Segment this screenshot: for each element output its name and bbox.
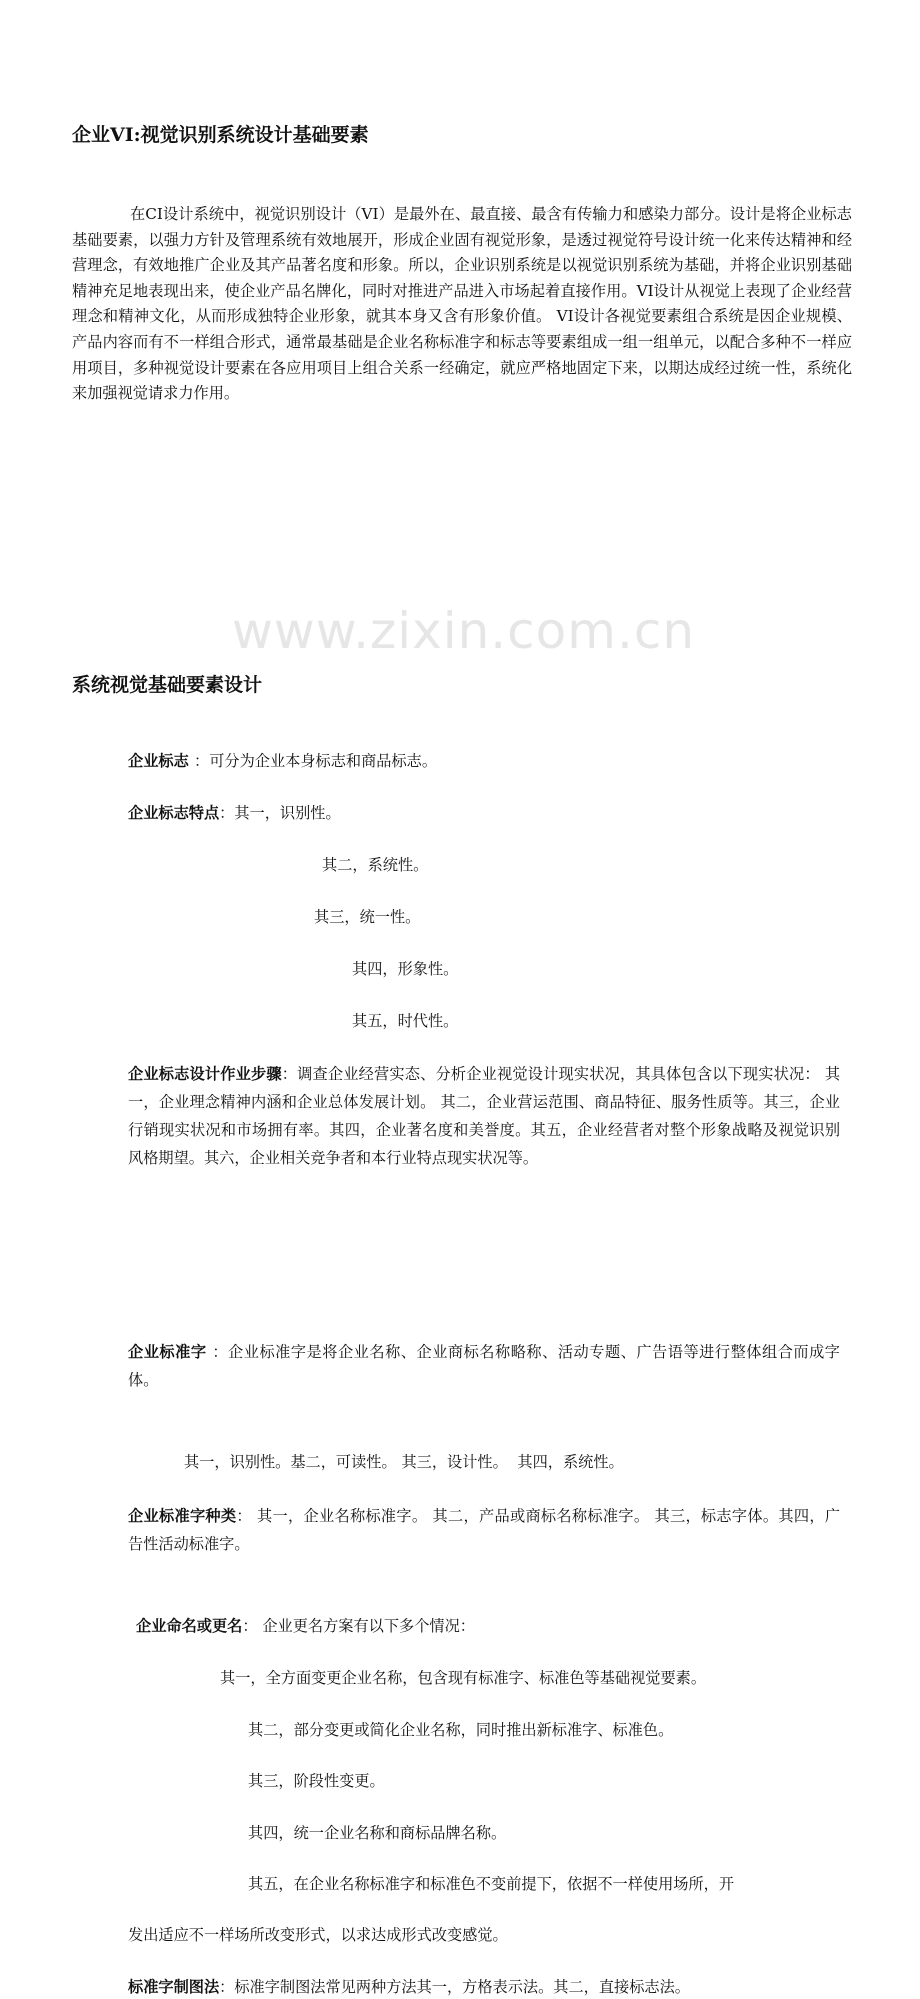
naming-item: 其四，统一企业名称和商标品牌名称。 <box>248 1823 507 1842</box>
naming-item: 发出适应不一样场所改变形式，以求达成形式改变感觉。 <box>128 1925 508 1944</box>
logo-steps-text: ：调查企业经营实态、分析企业视觉设计现实状况，其具体包含以下现实状况： 其一，企业理念精神内涵和企业总体发展计划。 其二，企业营运范围、商品特征、服务性质等。其三，企业行销现实状况和市场拥有率。其四，企业著名度和美誉度。其五，企业经营者对整个形象战略及视觉识别风格期望。其六，企业相关竞争者和本行业特点现实状况等。 <box>128 1064 841 1167</box>
page-title: 企业VI:视觉识别系统设计基础要素 <box>72 124 369 146</box>
section-title: 系统视觉基础要素设计 <box>72 673 263 696</box>
logo-feature-item: 其五，时代性。 <box>352 1011 459 1030</box>
std-font-types-text: ： 其一，企业名称标准字。 其二，产品或商标名称标准字。 其三，标志字体。其四，广告性活动标准字。 <box>128 1506 841 1553</box>
watermark: www.zixin.com.cn <box>232 602 696 660</box>
drawing-label: 标准字制图法 <box>128 1977 220 1996</box>
naming-item: 其五，在企业名称标准字和标准色不变前提下，依据不一样使用场所，开 <box>248 1874 734 1893</box>
naming-line <box>136 1614 920 1638</box>
naming-item: 其二，部分变更或简化企业名称，同时推出新标准字、标准色。 <box>248 1720 674 1739</box>
naming-item: 其三，阶段性变更。 <box>248 1771 385 1790</box>
naming-label: 企业命名或更名 <box>136 1616 243 1635</box>
logo-feature-item: 其三，统一性。 <box>314 907 421 926</box>
std-font-features: 其一，识别性。基二，可读性。 其三，设计性。 其四，系统性。 <box>184 1452 624 1471</box>
naming-item: 其一，全方面变更企业名称，包含现有标准字、标准色等基础视觉要素。 <box>220 1668 706 1687</box>
logo-feature-item: 其二，系统性。 <box>322 855 429 874</box>
drawing-line <box>128 1975 920 1999</box>
std-font-types-label: 企业标准字种类 <box>128 1506 237 1525</box>
logo-label: 企业标志 <box>128 751 195 770</box>
logo-features-line <box>128 801 920 825</box>
logo-steps-paragraph <box>128 1060 840 1172</box>
drawing-text: ：标准字制图法常见两种方法其一，方格表示法。其二，直接标志法。 <box>219 1977 690 1996</box>
logo-feature-item: 其四，形象性。 <box>352 959 459 978</box>
logo-feature-first: ：其一，识别性。 <box>219 803 341 822</box>
logo-line <box>128 749 920 773</box>
std-font-label: 企业标准字 <box>128 1342 213 1361</box>
intro-paragraph: 在CI设计系统中，视觉识别设计（VI）是最外在、最直接、最含有传输力和感染力部分。设计是将企业标志基础要素，以强力方针及管理系统有效地展开，形成企业固有视觉形象，是透过视觉符号设计统一化来传达精神和经营理念，有效地推广企业及其产品著名度和形象。所以，企业识别系统是以视觉识别系统为基础，并将企业识别基础精神充足地表现出来，使企业产品名牌化，同时对推进产品进入市场起着直接作用。VI设计从视觉上表现了企业经营理念和精神文化，从而形成独特企业形象，就其本身又含有形象价值。 VI设计各视觉要素组合系统是因企业规模、产品内容而有不一样组合形式，通常最基础是企业名称标准字和标志等要素组成一组一组单元，以配合多种不一样应用项目，多种视觉设计要素在各应用项目上组合关系一经确定，就应严格地固定下来，以期达成经过统一性，系统化来加强视觉请求力作用。 <box>72 205 852 403</box>
naming-text: ： 企业更名方案有以下多个情况： <box>242 1616 475 1635</box>
logo-features-label: 企业标志特点 <box>128 803 220 822</box>
logo-text: ：可分为企业本身标志和商品标志。 <box>194 751 438 770</box>
std-font-paragraph <box>128 1338 840 1394</box>
std-font-types-paragraph <box>128 1502 840 1558</box>
logo-steps-label: 企业标志设计作业步骤 <box>128 1064 282 1083</box>
std-font-text: ：企业标准字是将企业名称、企业商标名称略称、活动专题、广告语等进行整体组合而成字体。 <box>128 1342 840 1389</box>
